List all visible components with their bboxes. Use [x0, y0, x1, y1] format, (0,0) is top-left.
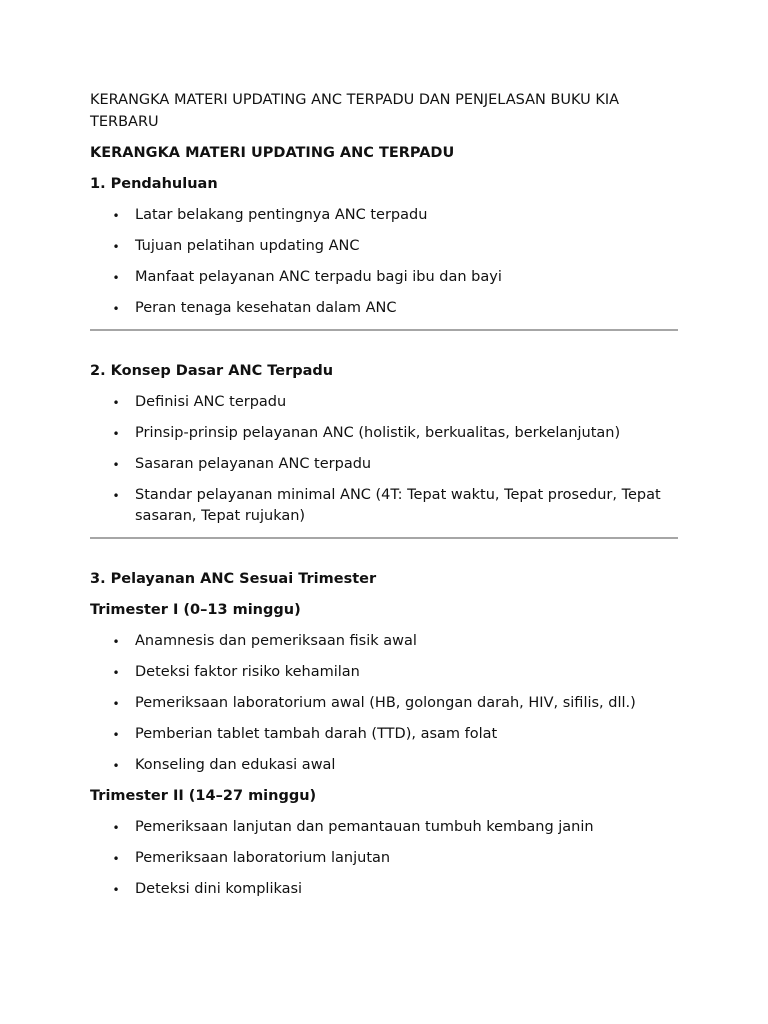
section-2-heading: 2. Konsep Dasar ANC Terpadu — [90, 363, 334, 379]
list-item: • Pemeriksaan laboratorium awal (HB, golongan darah, HIV, sifilis, dll.) — [90, 693, 678, 714]
document-page — [90, 89, 678, 910]
list-item: • Anamnesis dan pemeriksaan fisik awal — [90, 631, 678, 652]
document-subtitle: KERANGKA MATERI UPDATING ANC TERPADU — [90, 145, 455, 161]
list-item: • Tujuan pelatihan updating ANC — [90, 236, 678, 257]
list-item: • Latar belakang pentingnya ANC terpadu — [90, 205, 678, 226]
list-item: • Pemberian tablet tambah darah (TTD), asam folat — [90, 724, 678, 745]
section-2-list — [90, 392, 678, 527]
section-1-list — [90, 205, 678, 319]
bullet-icon: • — [112, 271, 120, 285]
bullet-icon: • — [112, 458, 120, 472]
document-title: KERANGKA MATERI UPDATING ANC TERPADU DAN PENJELASAN BUKU KIA TERBARU — [90, 92, 620, 130]
bullet-icon: • — [112, 852, 120, 866]
bullet-icon: • — [112, 821, 120, 835]
bullet-icon: • — [112, 759, 120, 773]
bullet-icon: • — [112, 396, 120, 410]
bullet-icon: • — [112, 302, 120, 316]
bullet-icon: • — [112, 728, 120, 742]
list-item: • Konseling dan edukasi awal — [90, 755, 678, 776]
bullet-icon: • — [112, 427, 120, 441]
trimester-1-list — [90, 631, 678, 776]
list-item: • Prinsip-prinsip pelayanan ANC (holistik, berkualitas, berkelanjutan) — [90, 423, 678, 444]
list-item: • Manfaat pelayanan ANC terpadu bagi ibu dan bayi — [90, 267, 678, 288]
bullet-icon: • — [112, 240, 120, 254]
section-1-heading: 1. Pendahuluan — [90, 176, 218, 192]
list-item: • Pemeriksaan laboratorium lanjutan — [90, 848, 678, 869]
section-divider — [90, 329, 678, 331]
list-item: • Peran tenaga kesehatan dalam ANC — [90, 298, 678, 319]
list-item: • Pemeriksaan lanjutan dan pemantauan tumbuh kembang janin — [90, 817, 678, 838]
list-item: • Deteksi dini komplikasi — [90, 879, 678, 900]
bullet-icon: • — [112, 666, 120, 680]
bullet-icon: • — [112, 635, 120, 649]
bullet-icon: • — [112, 489, 120, 503]
trimester-2-list — [90, 817, 678, 900]
section-3-heading: 3. Pelayanan ANC Sesuai Trimester — [90, 571, 377, 587]
bullet-icon: • — [112, 697, 120, 711]
list-item: • Deteksi faktor risiko kehamilan — [90, 662, 678, 683]
trimester-2-heading: Trimester II (14–27 minggu) — [90, 788, 317, 804]
section-divider — [90, 537, 678, 539]
list-item: • Sasaran pelayanan ANC terpadu — [90, 454, 678, 475]
bullet-icon: • — [112, 883, 120, 897]
list-item: • Definisi ANC terpadu — [90, 392, 678, 413]
list-item: • Standar pelayanan minimal ANC (4T: Tepat waktu, Tepat prosedur, Tepat sasaran, Tepat rujukan) — [112, 487, 661, 524]
bullet-icon: • — [112, 209, 120, 223]
trimester-1-heading: Trimester I (0–13 minggu) — [90, 602, 301, 618]
